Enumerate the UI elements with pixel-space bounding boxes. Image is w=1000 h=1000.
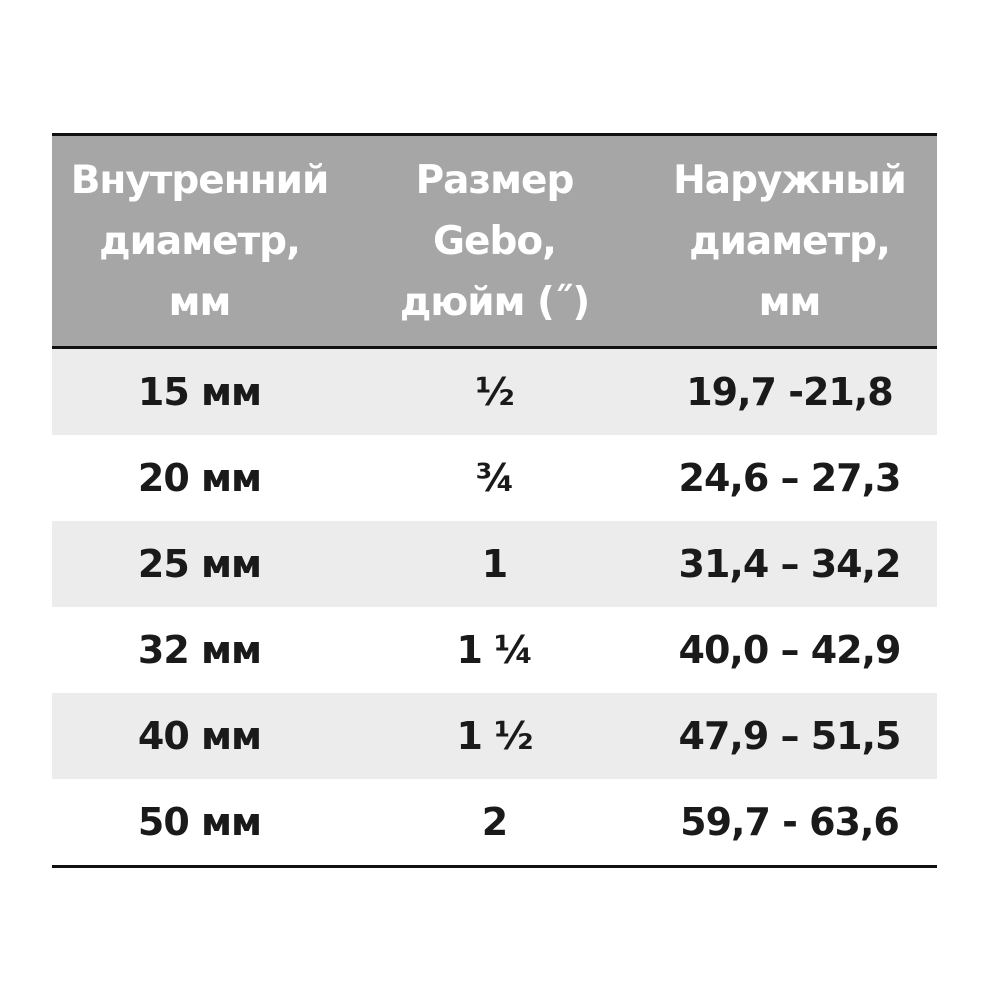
cell-gebo-size: 1 ½ bbox=[456, 714, 533, 758]
cell-gebo-size: 2 bbox=[481, 800, 508, 844]
table-row bbox=[52, 607, 937, 693]
table-row bbox=[52, 779, 937, 865]
table-row bbox=[52, 693, 937, 779]
cell-inner-diameter: 50 мм bbox=[137, 800, 262, 844]
cell-outer-diameter: 59,7 - 63,6 bbox=[680, 800, 899, 844]
cell-outer-diameter: 40,0 – 42,9 bbox=[678, 628, 901, 672]
cell-inner-diameter: 32 мм bbox=[137, 628, 262, 672]
table-row bbox=[52, 435, 937, 521]
table-row bbox=[52, 521, 937, 607]
cell-gebo-size: 1 bbox=[481, 542, 508, 586]
table-bottom-rule bbox=[52, 865, 937, 868]
cell-inner-diameter: 20 мм bbox=[137, 456, 262, 500]
table-row bbox=[52, 349, 937, 435]
cell-outer-diameter: 31,4 – 34,2 bbox=[678, 542, 901, 586]
cell-gebo-size: 1 ¼ bbox=[456, 628, 533, 672]
cell-gebo-size: ½ bbox=[475, 370, 514, 414]
cell-outer-diameter: 19,7 -21,8 bbox=[686, 370, 893, 414]
cell-inner-diameter: 40 мм bbox=[137, 714, 262, 758]
header-outer-diameter: Наружный диаметр, мм bbox=[673, 157, 906, 325]
cell-inner-diameter: 15 мм bbox=[137, 370, 262, 414]
header-gebo-size: Размер Gebo, дюйм (˝) bbox=[399, 157, 590, 325]
cell-outer-diameter: 47,9 – 51,5 bbox=[678, 714, 901, 758]
cell-gebo-size: ¾ bbox=[475, 456, 514, 500]
size-table bbox=[52, 133, 937, 868]
cell-inner-diameter: 25 мм bbox=[137, 542, 262, 586]
header-inner-diameter: Внутренний диаметр, мм bbox=[70, 157, 329, 325]
table-header bbox=[52, 133, 937, 349]
cell-outer-diameter: 24,6 – 27,3 bbox=[678, 456, 901, 500]
